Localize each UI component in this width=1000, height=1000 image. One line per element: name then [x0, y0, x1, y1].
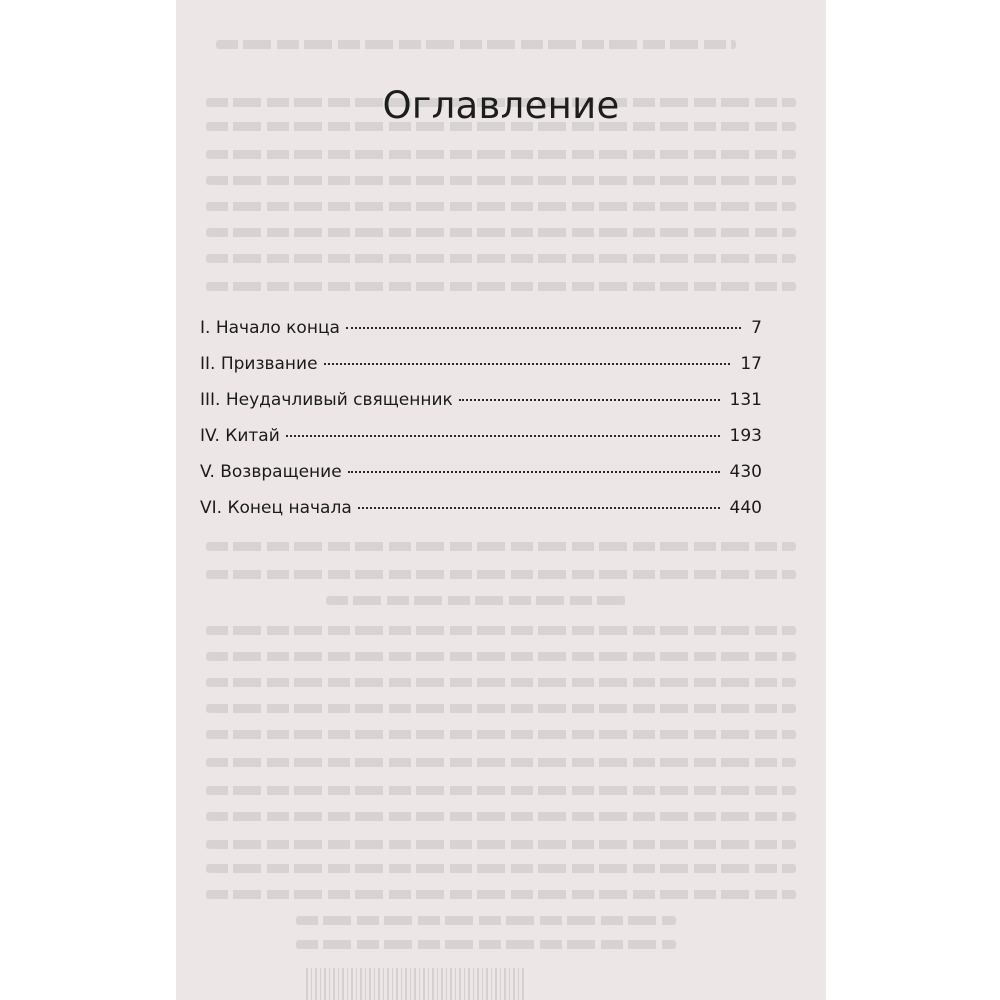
dot-leader — [348, 471, 720, 473]
book-page — [176, 0, 826, 1000]
toc-entry — [200, 318, 762, 354]
toc-entry — [200, 354, 762, 390]
toc-entry — [200, 462, 762, 498]
toc-entry — [200, 426, 762, 462]
toc-entry-page: 430 — [729, 462, 762, 482]
toc-entry-label: IV. Китай — [200, 426, 280, 446]
dot-leader — [346, 327, 741, 329]
toc-entry — [200, 390, 762, 426]
toc-entry-page: 7 — [751, 318, 762, 338]
toc-entry-label: V. Возвращение — [200, 462, 342, 482]
toc-entry-page: 17 — [740, 354, 762, 374]
toc-entry-label: VI. Конец начала — [200, 498, 352, 518]
page-title: Оглавление — [382, 84, 620, 127]
dot-leader — [286, 435, 720, 437]
table-of-contents — [200, 318, 762, 534]
toc-entry-label: III. Неудачливый священник — [200, 390, 453, 410]
toc-entry-page: 440 — [729, 498, 762, 518]
dot-leader — [459, 399, 720, 401]
toc-entry-page: 131 — [729, 390, 762, 410]
dot-leader — [324, 363, 731, 365]
toc-entry-label: II. Призвание — [200, 354, 318, 374]
toc-entry-label: I. Начало конца — [200, 318, 340, 338]
toc-entry-page: 193 — [729, 426, 762, 446]
dot-leader — [358, 507, 720, 509]
toc-entry — [200, 498, 762, 534]
